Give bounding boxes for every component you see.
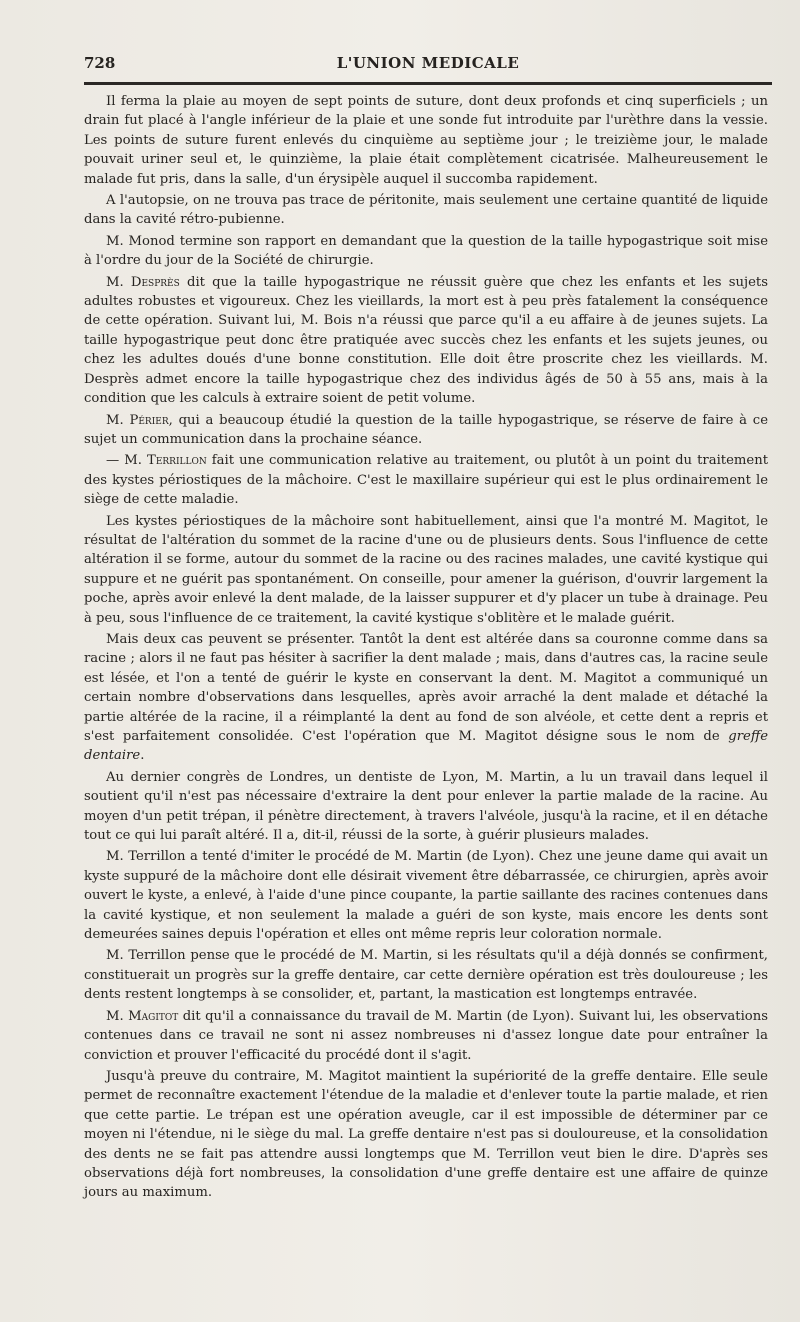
speaker-name: Magitot [128, 1008, 179, 1024]
paragraph: Il ferma la plaie au moyen de sept points de suture, dont deux profonds et cinq superficiels ; un drain fut placé à l'angle inférieur de la plaie et une sonde fut introduite par l'urèthre dans la vessie. Les points de suture furent enlevés du cinquième au septième jour ; le treizième jour, le malade pouvait uriner seul et, le quinzième, la plaie était complètement cicatrisée. Malheureusement le malade fut pris, dans la salle, d'un érysipèle auquel il succomba rapidement. [84, 94, 768, 187]
paragraph: — M. Terrillon fait une communication relative au traitement, ou plutôt à un point du traitement des kystes périostiques de la mâchoire. C'est le maxillaire supérieur qui est le plus ordinairement le siège de cette maladie. [84, 453, 768, 508]
paragraph: M. Monod termine son rapport en demandant que la question de la taille hypogastrique soit mise à l'ordre du jour de la Société de chirurgie. [84, 233, 768, 269]
paragraph: M. Desprès dit que la taille hypogastrique ne réussit guère que chez les enfants et les sujets adultes robustes et vigoureux. Chez les vieillards, la mort est à peu près fatalement la conséquence de cette opération. Suivant lui, M. Bois n'a réussi que parce qu'il a eu affaire à de jeunes sujets. La taille hypogastrique peut donc être pratiquée avec succès chez les enfants et les sujets jeunes, ou chez les adultes doués d'une bonne constitution. Elle doit être proscrite chez les vieillards. M. Desprès admet encore la taille hypogastrique chez des individus âgés de 50 à 55 ans, mais à la condition que les calculs à extraire soient de petit volume. [84, 274, 768, 407]
paragraph: Au dernier congrès de Londres, un dentiste de Lyon, M. Martin, a lu un travail dans lequel il soutient qu'il n'est pas nécessaire d'extraire la dent pour enlever la partie malade de la racine. Au moyen d'un petit trépan, il pénètre directement, à travers l'alvéole, jusqu'à la racine, et il en détache tout ce qui lui paraît altéré. Il a, dit-il, réussi de la sorte, à guérir plusieurs malades. [84, 769, 768, 844]
paragraph: M. Terrillon pense que le procédé de M. Martin, si les résultats qu'il a déjà donnés se confirment, constituerait un progrès sur la greffe dentaire, car cette dernière opération est très douloureuse ; les dents restent longtemps à se consolider, et, partant, la mastication est longtemps entravée. [84, 948, 768, 1003]
italic-term: greffe dentaire [84, 729, 768, 764]
paragraph: M. Terrillon a tenté d'imiter le procédé de M. Martin (de Lyon). Chez une jeune dame qui avait un kyste suppuré de la mâchoire dont elle désirait vivement être débarrassée, ce chirurgien, après avoir ouvert le kyste, a enlevé, à l'aide d'une pince coupante, la partie saillante des racines contenues dans la cavité kystique, et non seulement la malade a guéri de son kyste, mais encore les dents sont demeurées saines depuis l'opération et elles ont même repris leur coloration normale. [84, 849, 768, 943]
journal-title: L'UNION MEDICALE [336, 54, 520, 72]
speaker-name: Desprès [130, 274, 180, 290]
paragraph: Jusqu'à preuve du contraire, M. Magitot maintient la supériorité de la greffe dentaire. Elle seule permet de reconnaître exactement l'étendue de la maladie et d'enlever toute la partie malade, et rien que cette partie. Le trépan est une opération aveugle, car il est impossible de déterminer par ce moyen ni l'étendue, ni le siège du mal. La greffe dentaire n'est pas si douloureuse, et la consolidation des dents ne se fait pas attendre aussi longtemps que M. Terrillon veut bien le dire. D'après ses observations déjà fort nombreuses, la consolidation d'une greffe dentaire est une affaire de quinze jours au maximum. [84, 1068, 768, 1201]
speaker-name: Périer [129, 412, 169, 428]
page-number: 728 [84, 54, 116, 72]
header-rule [84, 82, 772, 85]
running-header [84, 54, 772, 78]
paragraph: M. Magitot dit qu'il a connaissance du travail de M. Martin (de Lyon). Suivant lui, les observations contenues dans ce travail ne sont ni assez nombreuses ni d'assez longue date pour entraîner la conviction et prouver l'efficacité du procédé dont il s'agit. [84, 1008, 769, 1063]
paragraph: A l'autopsie, on ne trouva pas trace de péritonite, mais seulement une certaine quantité de liquide dans la cavité rétro-pubienne. [84, 193, 768, 228]
article-body [84, 92, 768, 1205]
paragraph: M. Périer, qui a beaucoup étudié la question de la taille hypogastrique, se réserve de faire à ce sujet un communication dans la prochaine séance. [84, 412, 769, 447]
speaker-name: Terrillon [147, 453, 207, 469]
paragraph: Les kystes périostiques de la mâchoire sont habituellement, ainsi que l'a montré M. Magitot, le résultat de l'altération du sommet de la racine d'une ou de plusieurs dents. Sous l'influence de cette altération il se forme, autour du sommet de la racine ou des racines malades, une cavité kystique qui suppure et ne guérit pas spontanément. On conseille, pour amener la guérison, d'ouvrir largement la poche, après avoir enlevé la dent malade, de la laisser suppurer et d'y placer un tube à drainage. Peu à peu, sous l'influence de ce traitement, la cavité kystique s'oblitère et le malade guérit. [84, 513, 768, 626]
paragraph: Mais deux cas peuvent se présenter. Tantôt la dent est altérée dans sa couronne comme dans sa racine ; alors il ne faut pas hésiter à sacrifier la dent malade ; mais, dans d'autres cas, la racine seule est lésée, et l'on a tenté de guérir le kyste en conservant la dent. M. Magitot a communiqué un certain nombre d'observations dans lesquelles, après avoir arraché la dent malade et détaché la partie altérée de la racine, il a réimplanté la dent au fond de son alvéole, et cette dent a repris et s'est parfaitement consolidée. C'est l'opération que M. Magitot désigne sous le nom de greffe dentaire. [84, 631, 768, 764]
